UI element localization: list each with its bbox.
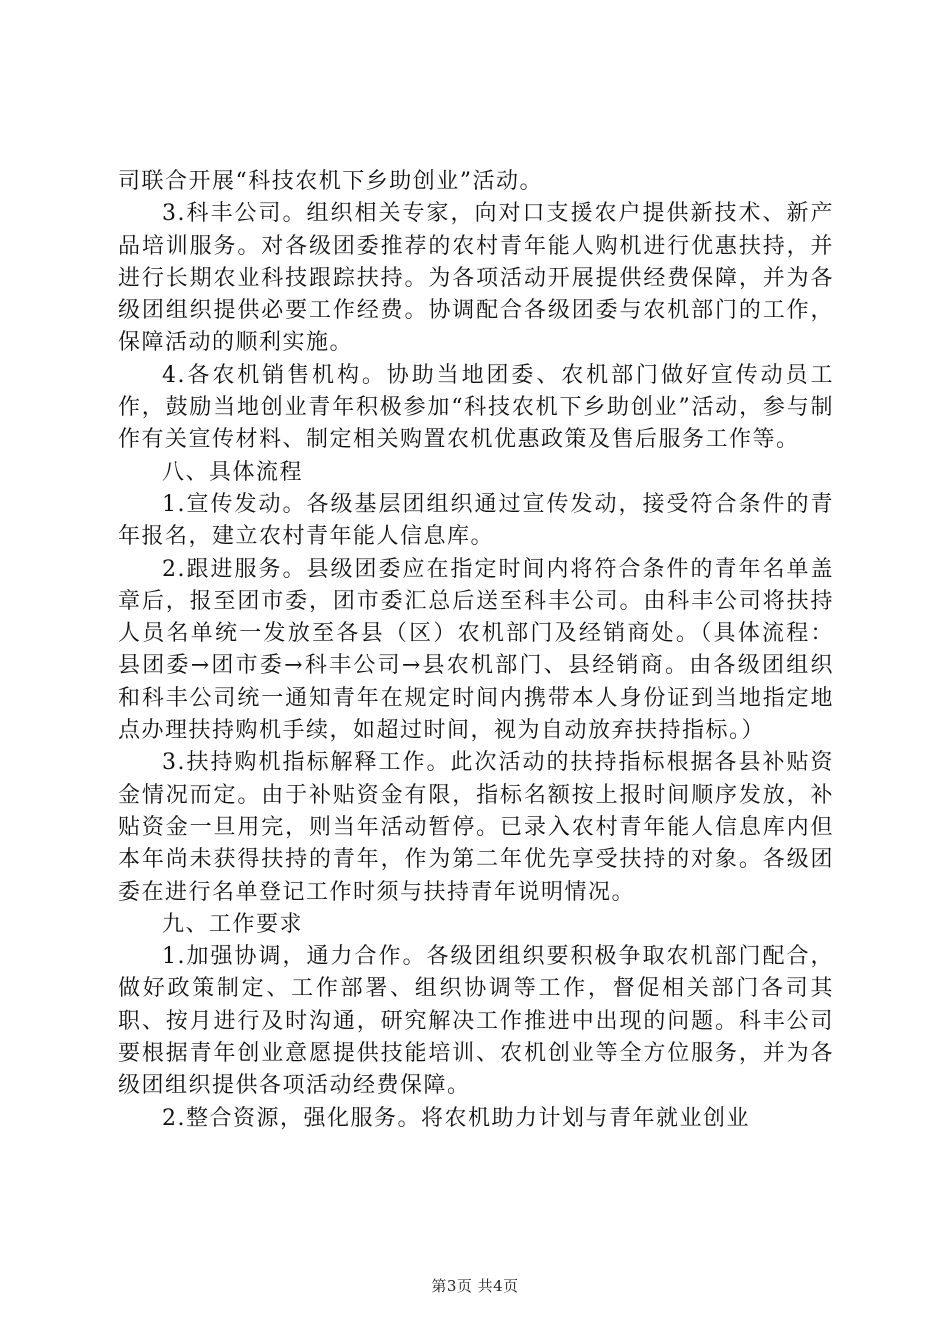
document-body	[118, 166, 834, 1135]
paragraph-coordination: 1.加强协调，通力合作。各级团组织要积极争取农机部门配合，做好政策制定、工作部署、组织协调等工作，督促相关部门各司其职、按月进行及时沟通，研究解决工作推进中出现的问题。科丰公司要根据青年创业意愿提供技能培训、农机创业等全方位服务，并为各级团组织提供各项活动经费保障。	[118, 944, 834, 1099]
section-heading-process: 八、具体流程	[162, 459, 304, 485]
paragraph-quota-explanation: 3.扶持购机指标解释工作。此次活动的扶持指标根据各县补贴资金情况而定。由于补贴资金有限，指标名额按上报时间顺序发放，补贴资金一旦用完，则当年活动暂停。已录入农村青年能人信息库内但本年尚未获得扶持的青年，作为第二年优先享受扶持的对象。各级团委在进行名单登记工作时须与扶持青年说明情况。	[118, 750, 834, 905]
paragraph-follow-up: 2.跟进服务。县级团委应在指定时间内将符合条件的青年名单盖章后，报至团市委，团市委汇总后送至科丰公司。由科丰公司将扶持人员名单统一发放至各县（区）农机部门及经销商处。（具体流程：县团委→团市委→科丰公司→县农机部门、县经销商。由各级团组织和科丰公司统一通知青年在规定时间内携带本人身份证到当地指定地点办理扶持购机手续，如超过时间，视为自动放弃扶持指标。）	[118, 556, 834, 744]
paragraph-kefeng-company: 3.科丰公司。组织相关专家，向对口支援农户提供新技术、新产品培训服务。对各级团委推荐的农村青年能人购机进行优惠扶持，并进行长期农业科技跟踪扶持。为各项活动开展提供经费保障，并为各级团组织提供必要工作经费。协调配合各级团委与农机部门的工作，保障活动的顺利实施。	[118, 201, 834, 356]
page-number-label: 第3页 共4页	[431, 1277, 519, 1295]
page-footer	[0, 1276, 950, 1296]
section-heading-requirements: 九、工作要求	[162, 911, 304, 937]
paragraph-sales-agencies: 4.各农机销售机构。协助当地团委、农机部门做好宣传动员工作，鼓励当地创业青年积极参加“科技农机下乡助创业”活动，参与制作有关宣传材料、制定相关购置农机优惠政策及售后服务工作等。	[118, 362, 834, 453]
paragraph-continuation: 司联合开展“科技农机下乡助创业”活动。	[118, 169, 543, 194]
paragraph-resources: 2.整合资源，强化服务。将农机助力计划与青年就业创业	[162, 1105, 750, 1131]
paragraph-publicity: 1.宣传发动。各级基层团组织通过宣传发动，接受符合条件的青年报名，建立农村青年能人信息库。	[118, 491, 834, 550]
